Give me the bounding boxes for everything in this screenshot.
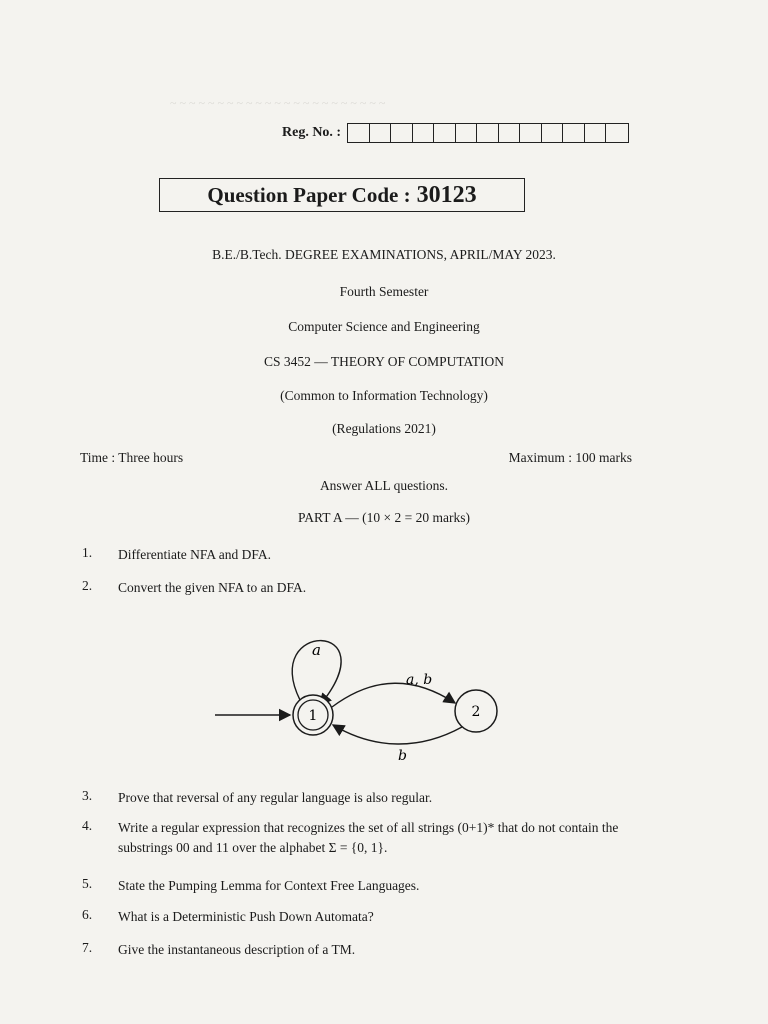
exam-department: Computer Science and Engineering bbox=[288, 319, 480, 334]
question-text: Write a regular expression that recognizes the set of all strings (0+1)* that do not contain the substrings 00 and 11 over the alphabet Σ = {0, 1}. bbox=[118, 820, 619, 855]
reg-no-box bbox=[542, 124, 564, 142]
question-5 bbox=[82, 876, 642, 896]
question-text: Convert the given NFA to an DFA. bbox=[118, 580, 307, 595]
reg-no-box bbox=[563, 124, 585, 142]
exam-time: Time : Three hours bbox=[80, 450, 184, 465]
part-a-heading: PART A — (10 × 2 = 20 marks) bbox=[298, 510, 470, 525]
qpc-code: 30123 bbox=[416, 181, 477, 208]
exam-regulations: (Regulations 2021) bbox=[332, 421, 436, 436]
question-6 bbox=[82, 907, 642, 927]
question-text: Give the instantaneous description of a TM. bbox=[118, 942, 356, 957]
question-number: 3. bbox=[82, 788, 93, 803]
exam-degree: B.E./B.Tech. DEGREE EXAMINATIONS, APRIL/MAY 2023. bbox=[212, 247, 556, 262]
edge-1-to-2 bbox=[332, 683, 455, 707]
reg-no-box bbox=[585, 124, 607, 142]
exam-common: (Common to Information Technology) bbox=[280, 388, 488, 403]
time-marks-row bbox=[80, 450, 632, 466]
reg-no-boxes bbox=[347, 123, 629, 143]
question-number: 2. bbox=[82, 578, 93, 593]
reg-no-box bbox=[499, 124, 521, 142]
edge-2-to-1 bbox=[333, 725, 462, 744]
exam-max-marks: Maximum : 100 marks bbox=[508, 450, 632, 465]
reg-no-box bbox=[456, 124, 478, 142]
registration-number bbox=[282, 123, 629, 143]
reg-no-box bbox=[391, 124, 413, 142]
exam-course: CS 3452 — THEORY OF COMPUTATION bbox=[263, 354, 505, 369]
question-number: 5. bbox=[82, 876, 93, 891]
state-2-label: 2 bbox=[471, 704, 481, 720]
reg-no-box bbox=[434, 124, 456, 142]
reg-no-box bbox=[477, 124, 499, 142]
reg-no-box bbox=[520, 124, 542, 142]
question-3 bbox=[82, 788, 642, 808]
question-7 bbox=[82, 940, 642, 960]
question-text: State the Pumping Lemma for Context Free Languages. bbox=[118, 878, 420, 893]
reg-no-label: Reg. No. : bbox=[282, 125, 342, 140]
reg-no-box bbox=[413, 124, 435, 142]
reg-no-box bbox=[370, 124, 392, 142]
question-number: 6. bbox=[82, 907, 93, 922]
loop-label: a bbox=[312, 641, 321, 659]
edge-1-to-2-label: a, b bbox=[406, 672, 433, 688]
question-paper-code-box bbox=[159, 178, 525, 212]
reg-no-box bbox=[348, 124, 370, 142]
exam-instruction: Answer ALL questions. bbox=[319, 478, 449, 493]
question-text: Differentiate NFA and DFA. bbox=[118, 547, 271, 562]
question-2 bbox=[82, 578, 642, 598]
state-1-label: 1 bbox=[308, 708, 318, 724]
qpc-label: Question Paper Code : bbox=[207, 182, 411, 207]
question-number: 1. bbox=[82, 545, 93, 560]
question-4 bbox=[82, 818, 642, 858]
nfa-diagram bbox=[200, 625, 520, 770]
question-text: Prove that reversal of any regular language is also regular. bbox=[118, 790, 433, 805]
bleed-through-text: ~ ~ ~ ~ ~ ~ ~ ~ ~ ~ ~ ~ ~ ~ ~ ~ ~ ~ ~ ~ ~ ~ ~ bbox=[170, 96, 386, 110]
reg-no-box bbox=[606, 124, 628, 142]
question-number: 4. bbox=[82, 818, 93, 833]
edge-2-to-1-label: b bbox=[398, 748, 407, 764]
question-text: What is a Deterministic Push Down Automata? bbox=[118, 909, 374, 924]
question-number: 7. bbox=[82, 940, 93, 955]
question-1 bbox=[82, 545, 642, 565]
exam-semester: Fourth Semester bbox=[339, 284, 429, 299]
